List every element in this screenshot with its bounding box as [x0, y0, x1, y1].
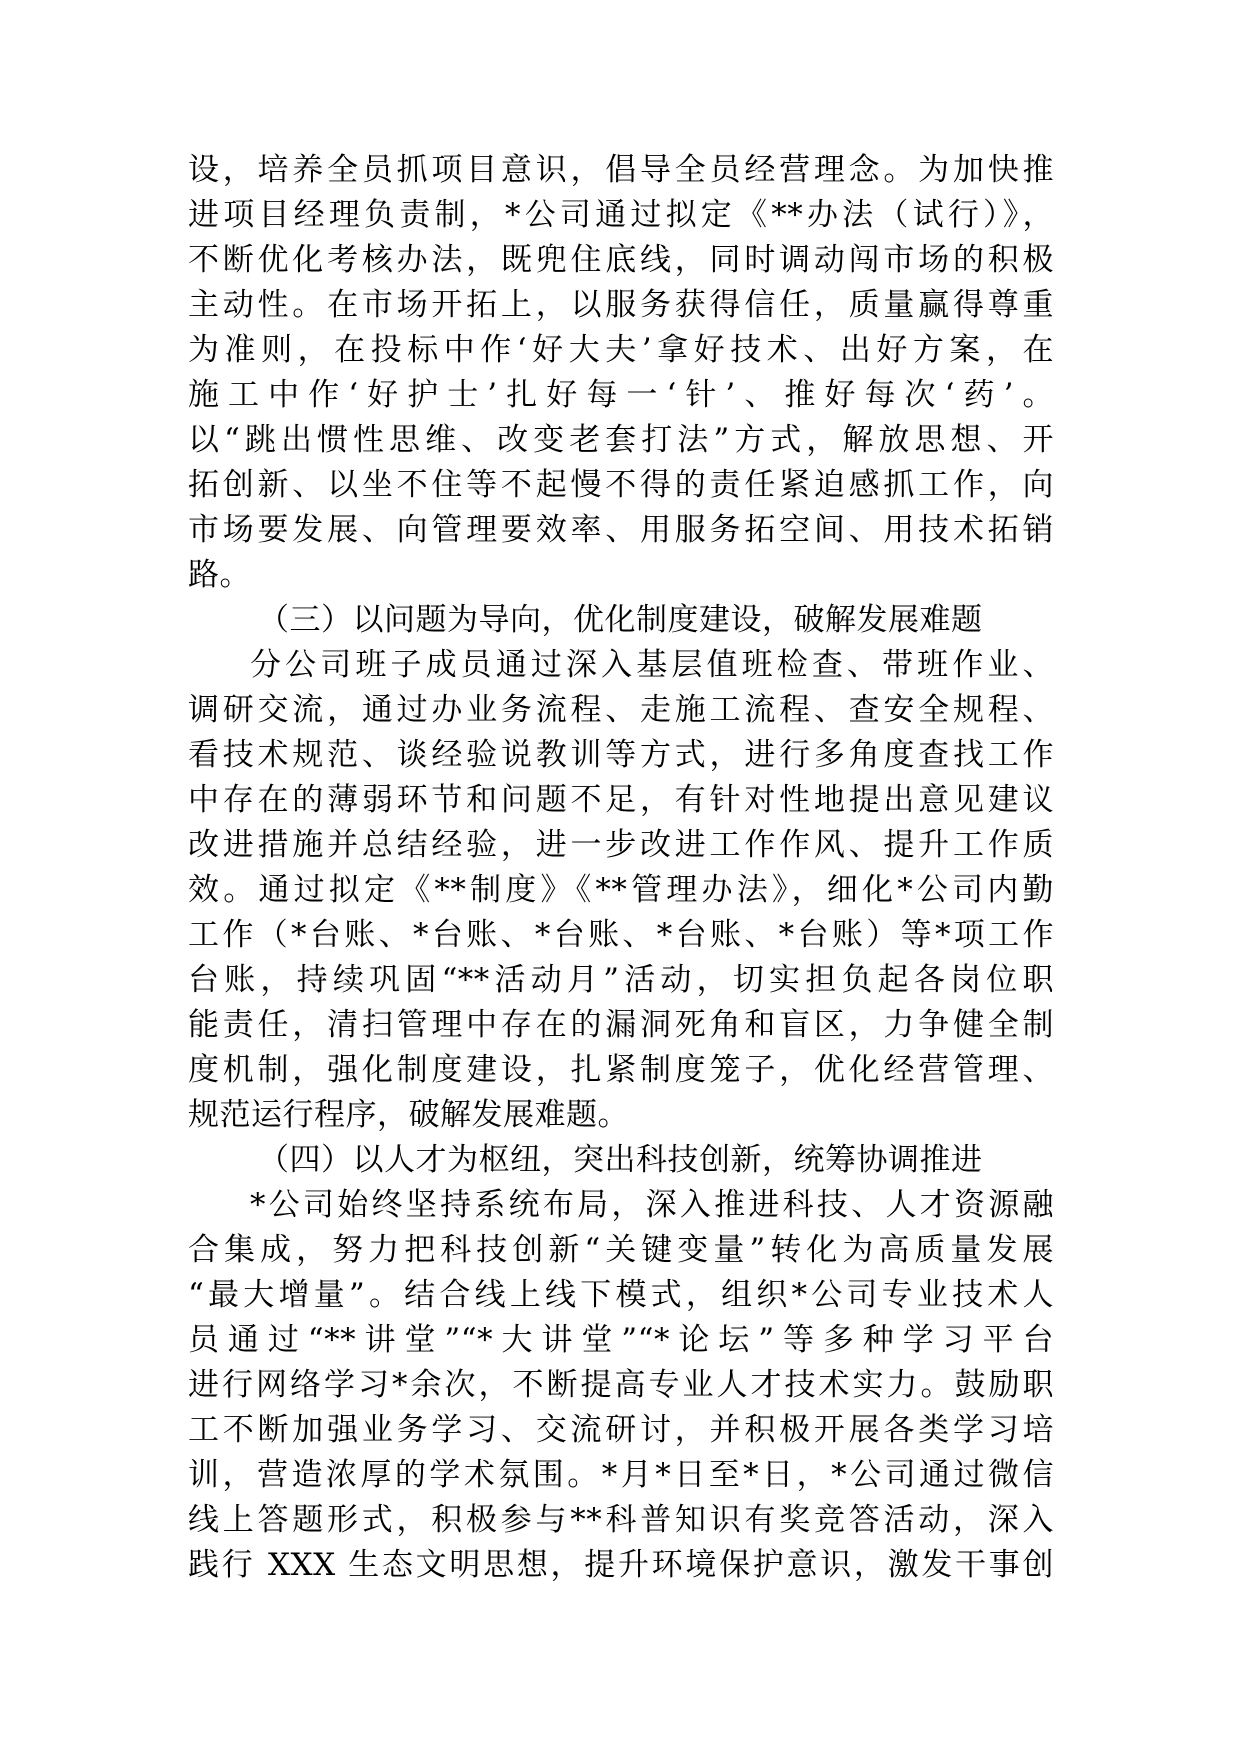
body-line: 能责任，清扫管理中存在的漏洞死角和盲区，力争健全制 [188, 1007, 1054, 1043]
body-line: 路。 [188, 557, 251, 593]
body-line: 以“跳出惯性思维、改变老套打法”方式，解放思想、开 [188, 422, 1054, 458]
body-line: 不断优化考核办法，既兜住底线，同时调动闯市场的积极 [188, 242, 1054, 278]
body-line: 度机制，强化制度建设，扎紧制度笼子，优化经营管理、 [188, 1052, 1054, 1088]
body-line: 进项目经理负责制，*公司通过拟定《**办法（试行）》， [188, 197, 1054, 233]
paragraph-first-line: *公司始终坚持系统布局，深入推进科技、人才资源融 [250, 1187, 1054, 1223]
body-line: 进行网络学习*余次，不断提高专业人才技术实力。鼓励职 [188, 1367, 1054, 1403]
body-line: 训，营造浓厚的学术氛围。*月*日至*日，*公司通过微信 [188, 1457, 1054, 1493]
body-line: 施工中作‘好护士’扎好每一‘针’、推好每次‘药’。 [188, 377, 1054, 413]
body-line: 市场要发展、向管理要效率、用服务拓空间、用技术拓销 [188, 512, 1054, 548]
body-line: 效。通过拟定《**制度》《**管理办法》，细化*公司内勤 [188, 872, 1054, 908]
document-body [188, 148, 1054, 1588]
body-line: 合集成，努力把科技创新“关键变量”转化为高质量发展 [188, 1232, 1054, 1268]
body-line: 中存在的薄弱环节和问题不足，有针对性地提出意见建议 [188, 782, 1054, 818]
body-line: “最大增量”。结合线上线下模式，组织*公司专业技术人 [188, 1277, 1054, 1313]
body-line: 拓创新、以坐不住等不起慢不得的责任紧迫感抓工作，向 [188, 467, 1054, 503]
body-line: 主动性。在市场开拓上，以服务获得信任，质量赢得尊重 [188, 287, 1054, 323]
body-line: 为准则，在投标中作‘好大夫’拿好技术、出好方案，在 [188, 332, 1054, 368]
body-line: 践行 XXX 生态文明思想，提升环境保护意识，激发干事创 [188, 1547, 1054, 1583]
body-line: 工作（*台账、*台账、*台账、*台账、*台账）等*项工作 [188, 917, 1054, 953]
body-line: 线上答题形式，积极参与**科普知识有奖竞答活动，深入 [188, 1502, 1054, 1538]
body-line: 工不断加强业务学习、交流研讨，并积极开展各类学习培 [188, 1412, 1054, 1448]
body-line: 台账，持续巩固“**活动月”活动，切实担负起各岗位职 [188, 962, 1054, 998]
body-line: 设，培养全员抓项目意识，倡导全员经营理念。为加快推 [188, 152, 1054, 188]
body-line: 改进措施并总结经验，进一步改进工作作风、提升工作质 [188, 827, 1054, 863]
section-heading: （四）以人才为枢纽，突出科技创新，统筹协调推进 [258, 1142, 983, 1178]
body-line: 调研交流，通过办业务流程、走施工流程、查安全规程、 [188, 692, 1054, 728]
body-line: 看技术规范、谈经验说教训等方式，进行多角度查找工作 [188, 737, 1054, 773]
paragraph-first-line: 分公司班子成员通过深入基层值班检查、带班作业、 [250, 647, 1054, 683]
section-heading: （三）以问题为导向，优化制度建设，破解发展难题 [258, 602, 983, 638]
body-line: 规范运行程序，破解发展难题。 [188, 1097, 629, 1133]
body-line: 员通过“**讲堂”“*大讲堂”“*论坛”等多种学习平台 [188, 1322, 1054, 1358]
